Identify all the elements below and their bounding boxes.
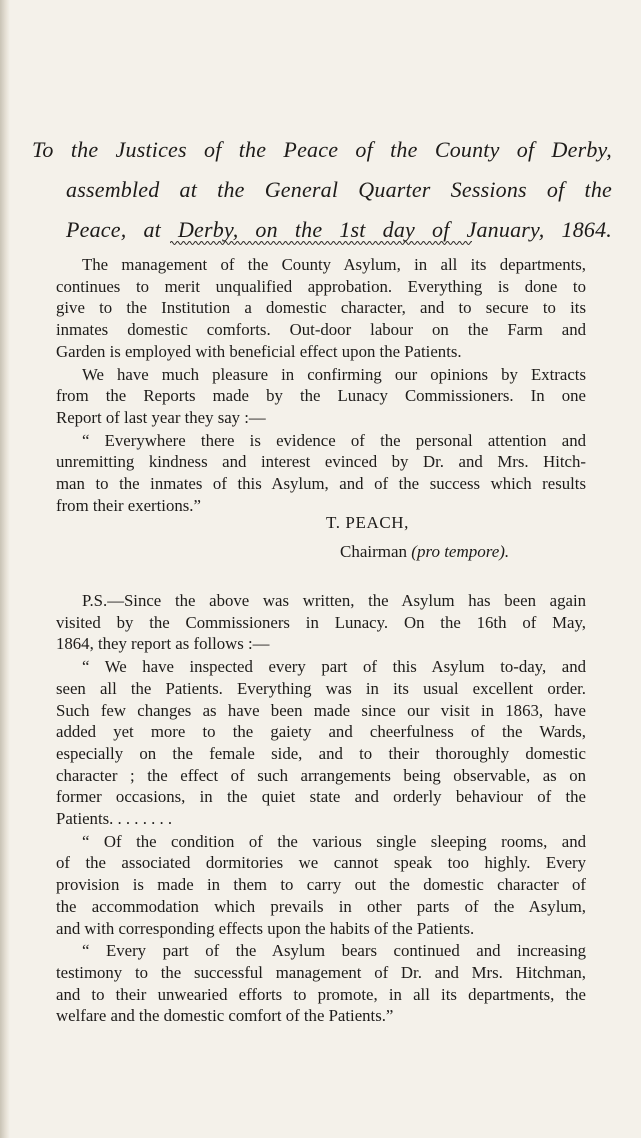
wavy-rule-ornament (170, 239, 472, 247)
postscript (56, 590, 586, 1028)
quote-inspected (56, 656, 586, 830)
text-line: Such few changes as have been made since our visit in 1863, have (56, 700, 586, 720)
text-line: provision is made in them to carry out the domestic character of (56, 875, 586, 895)
report-body (56, 254, 586, 517)
postscript-intro (56, 590, 586, 655)
paragraph-management (56, 254, 586, 363)
text-line: and to their unwearied efforts to promote, in all its departments, the (56, 984, 586, 1004)
text-line: inmates domestic comforts. Out-door labour on the Farm and (56, 320, 586, 340)
heading-line-2: assembled at the General Quarter Sessions of the (66, 177, 612, 202)
quote-every-part (56, 940, 586, 1027)
signature-name: T. PEACH, (326, 513, 410, 532)
signature-role-qualifier: (pro tempore). (411, 542, 510, 561)
signature-role: Chairman (340, 542, 408, 561)
text-line: “ Everywhere there is evidence of the personal attention and (82, 430, 586, 450)
signature-title (340, 542, 509, 562)
text-line: unremitting kindness and interest evinced by Dr. and Mrs. Hitch- (56, 452, 586, 472)
quote-everywhere (56, 430, 586, 517)
text-line: continues to merit unqualified approbation. Everything is done to (56, 276, 586, 296)
text-line: of the associated dormitories we cannot speak too highly. Every (56, 853, 586, 873)
text-line: man to the inmates of this Asylum, and of the success which results (56, 474, 586, 494)
text-line: seen all the Patients. Everything was in its usual excellent order. (56, 678, 586, 698)
text-line: character ; the effect of such arrangements being observable, as on (56, 765, 586, 785)
text-line: Report of last year they say :— (56, 407, 266, 427)
text-line: The management of the County Asylum, in all its departments, (82, 255, 586, 274)
text-line: P.S.—Since the above was written, the Asylum has been again (82, 591, 586, 610)
text-line: welfare and the domestic comfort of the Patients.” (56, 1006, 394, 1026)
heading-line-3: Peace, at Derby, on the 1st day of January, 1864. (66, 217, 612, 242)
heading-line-1: To the Justices of the Peace of the County of Derby, (32, 137, 612, 162)
text-line: “ Every part of the Asylum bears continued and increasing (82, 941, 586, 961)
text-line: added yet more to the gaiety and cheerfulness of the Wards, (56, 722, 586, 742)
quote-condition (56, 831, 586, 940)
text-line: Garden is employed with beneficial effect upon the Patients. (56, 341, 462, 361)
text-line: give to the Institution a domestic character, and to secure to its (56, 298, 586, 318)
binding-edge (0, 0, 10, 1138)
text-line: visited by the Commissioners in Lunacy. On the 16th of May, (56, 612, 586, 632)
text-line: We have much pleasure in confirming our opinions by Extracts (82, 364, 586, 384)
address-heading (32, 130, 612, 250)
text-line: and with corresponding effects upon the habits of the Patients. (56, 918, 475, 938)
text-line: from their exertions.” (56, 495, 201, 515)
text-line: “ We have inspected every part of this Asylum to-day, and (82, 657, 586, 677)
text-line: testimony to the successful management of Dr. and Mrs. Hitchman, (56, 962, 586, 982)
text-line: 1864, they report as follows :— (56, 634, 270, 654)
text-line: the accommodation which prevails in other parts of the Asylum, (56, 896, 586, 916)
text-line: from the Reports made by the Lunacy Commissioners. In one (56, 386, 586, 406)
paragraph-extracts (56, 364, 586, 429)
text-line: Patients. . . . . . . . (56, 809, 173, 829)
text-line: especially on the female side, and to their thoroughly domestic (56, 743, 586, 763)
text-line: “ Of the condition of the various single sleeping rooms, and (82, 831, 586, 851)
text-line: former occasions, in the quiet state and orderly behaviour of the (56, 787, 586, 807)
